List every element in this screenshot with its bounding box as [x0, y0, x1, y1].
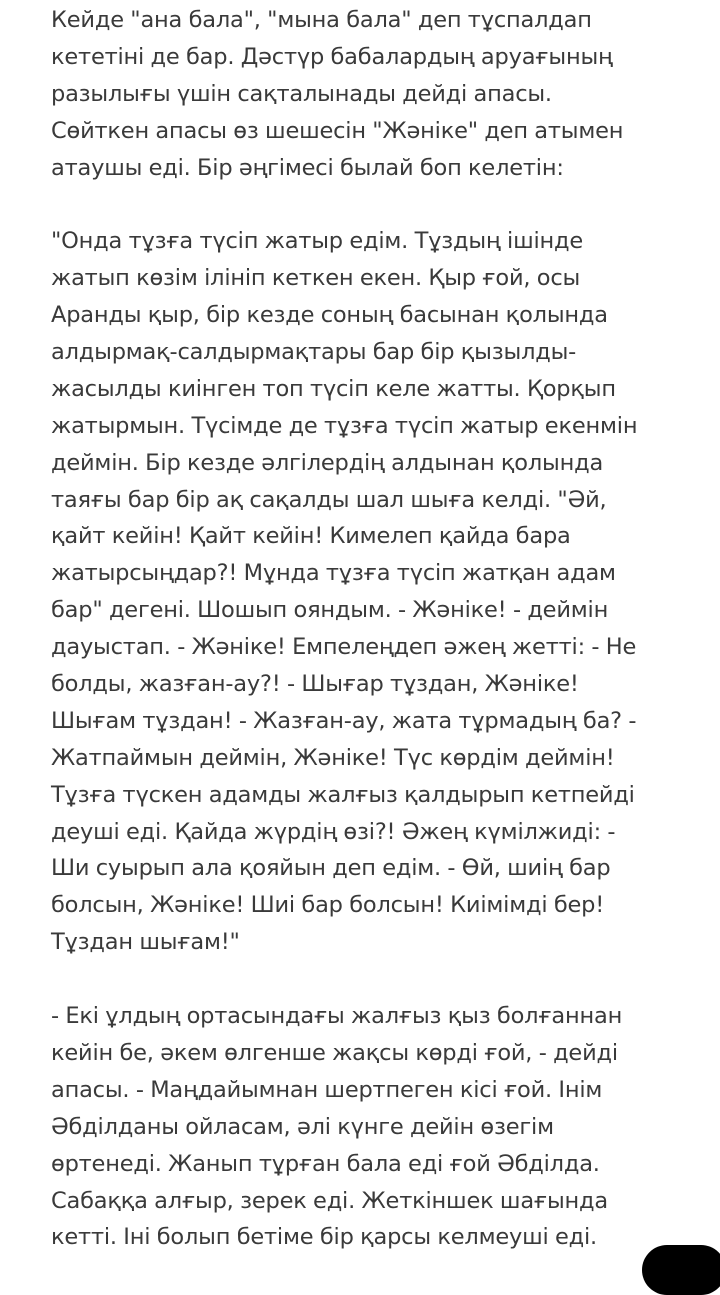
text-line: таяғы бар бір ақ сақалды шал шыға келді. "Әй,	[51, 486, 607, 513]
text-line: дауыстап. - Жәніке! Емпелеңдеп әжең жетті: - Не	[51, 634, 637, 661]
text-line: кететіні де бар. Дәстүр бабалардың аруағының	[51, 43, 613, 70]
text-line: жатырсыңдар?! Мұнда тұзға түсіп жатқан адам	[51, 560, 616, 587]
text-line: алдырмақ-салдырмақтары бар бір қызылды-	[51, 339, 577, 366]
floating-action-button[interactable]	[642, 1245, 720, 1295]
text-line: кетті. Іні болып бетіме бір қарсы келмеуші еді.	[51, 1224, 597, 1251]
text-line: бар" дегені. Шошып ояндым. - Жәніке! - деймін	[51, 597, 609, 624]
paragraph-2	[51, 223, 691, 961]
paragraph-gap	[51, 186, 691, 223]
paragraph-1	[51, 2, 691, 186]
text-line: Шығам тұздан! - Жазған-ау, жата тұрмадың ба? -	[51, 707, 637, 734]
text-line: жасылды киінген топ түсіп келе жатты. Қорқып	[51, 375, 616, 402]
paragraph-3	[51, 998, 691, 1256]
text-line: болсын, Жәніке! Шиі бар болсын! Киімімді бер!	[51, 892, 605, 919]
text-line: - Екі ұлдың ортасындағы жалғыз қыз болғаннан	[51, 1003, 623, 1030]
text-line: атаушы еді. Бір әңгімесі былай боп келетін:	[51, 154, 564, 181]
paragraph-gap	[51, 961, 691, 998]
text-line: жатырмын. Түсімде де тұзға түсіп жатыр екенмін	[51, 412, 638, 439]
text-line: деймін. Бір кезде әлгілердің алдынан қолында	[51, 449, 604, 476]
text-line: Сөйткен апасы өз шешесін "Жәніке" деп атымен	[51, 117, 624, 144]
text-line: апасы. - Маңдайымнан шертпеген кісі ғой. Інім	[51, 1076, 603, 1103]
text-line: болды, жазған-ау?! - Шығар тұздан, Жәніке!	[51, 671, 579, 698]
text-line: Ши суырып ала қояйын деп едім. - Өй, шиің бар	[51, 855, 611, 882]
text-line: "Онда тұзға түсіп жатыр едім. Тұздың ішінде	[51, 228, 584, 255]
text-line: қайт кейін! Қайт кейін! Кимелеп қайда бара	[51, 523, 571, 550]
text-line: Әбділданы ойласам, әлі күнге дейін өзегім	[51, 1113, 554, 1140]
text-line: Тұздан шығам!"	[51, 929, 240, 956]
text-line: Тұзға түскен адамды жалғыз қалдырып кетпейді	[51, 781, 635, 808]
text-line: жатып көзім ілініп кеткен екен. Қыр ғой, осы	[51, 265, 581, 292]
text-line: Кейде "ана бала", "мына бала" деп тұспалдап	[51, 7, 592, 33]
text-line: Аранды қыр, бір кезде соның басынан қолында	[51, 302, 608, 329]
text-line: деуші еді. Қайда жүрдің өзі?! Әжең күмілжиді: -	[51, 818, 616, 845]
text-line: кейін бе, әкем өлгенше жақсы көрді ғой, - дейді	[51, 1039, 618, 1066]
text-line: өртенеді. Жанып тұрған бала еді ғой Әбділда.	[51, 1150, 600, 1177]
text-line: разылығы үшін сақталынады дейді апасы.	[51, 80, 552, 107]
text-line: Жатпаймын деймін, Жәніке! Түс көрдім деймін!	[51, 744, 615, 771]
text-line: Сабаққа алғыр, зерек еді. Жеткіншек шағында	[51, 1187, 609, 1214]
article-body	[51, 2, 691, 1256]
